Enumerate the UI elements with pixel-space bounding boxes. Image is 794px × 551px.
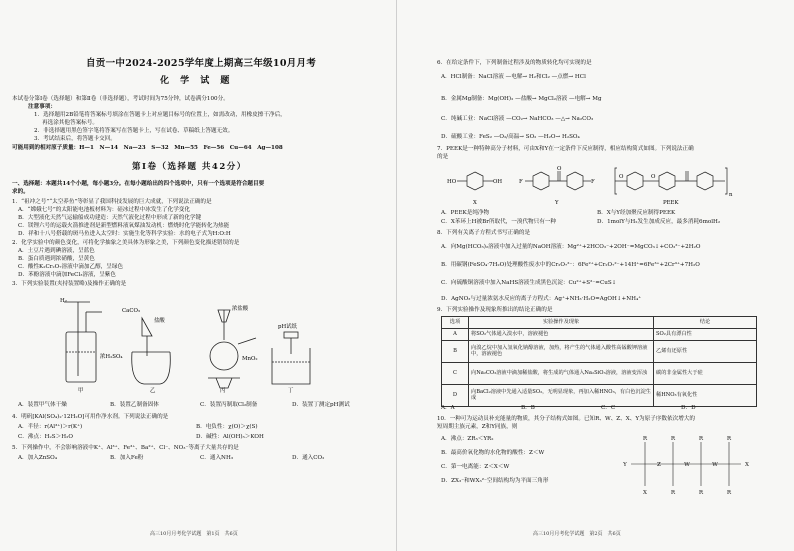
q4-option-a: A．半径：r(Al³⁺)＞r(K⁺) [18, 424, 83, 430]
svg-text:HO: HO [447, 179, 457, 185]
exam-subtitle: 化 学 试 题 [160, 76, 234, 86]
q1-option-a: A．“嫦娥七号”的太阳能电池板材料为：硅冰过程中冰发生了化学变化 [18, 207, 190, 213]
q2-stem: 2．化学实验中的颜色变化，可将化学抽象之美具体为形象之美，下列颜色变化描述错误的是 [12, 240, 240, 246]
q2-option-b: B．蛋白质遇到浓硝酸，呈黄色 [18, 256, 95, 262]
table-cell: A [442, 329, 469, 341]
table-header: 实验操作及现象 [469, 317, 654, 329]
q4-option-b: B．电负性：χ(O)＞χ(S) [196, 424, 258, 430]
q5-option-b: B．加入Fe粉 [110, 455, 144, 461]
struct-atom: X [643, 490, 647, 496]
structure-peek [615, 168, 727, 194]
q10-option-c: C．第一电离能：Z＜X＜W [441, 464, 510, 470]
svg-text:OH: OH [493, 179, 503, 185]
svg-text:F: F [519, 179, 523, 185]
q4-option-d: D．碱性：Al(OH)₃＞KOH [196, 434, 264, 440]
q5-stem: 5．下列操作中，不会影响溶液中K⁺、Al³⁺、Fe³⁺、Ba²⁺、Cl⁻、NO₃⁻等离子大量共存的是 [12, 445, 239, 451]
struct-atom: Y [623, 462, 627, 468]
q8-option-b: B．用碳钢(FeSO₄·7H₂O)处理酸性废水中的Cr₂O₇²⁻：6Fe²⁺+Cr₂O₇²⁻+14H⁺=6Fe³⁺+2Cr³⁺+7H₂O [441, 262, 700, 268]
q9-stem: 9．下列实验操作及现象所推出的结论正确的是 [437, 307, 553, 313]
table-cell: 向溴乙烷中加入氢氧化钠醇溶液，加热，将产生的气体通入酸性高锰酸钾溶液中，溶液褪色 [469, 341, 654, 363]
q8-option-a: A．向Mg(HCO₃)₂溶液中加入过量的NaOH溶液：Mg²⁺+2HCO₃⁻+2OH⁻=MgCO₃↓+CO₃²⁻+2H₂O [441, 244, 701, 250]
note-line: 2．非选择题用黑色签字笔将答案写在答题卡上，写在试卷、草稿纸上答题无效。 [34, 128, 234, 134]
q3-option-c: C．装置丙制取Cl₂制备 [200, 402, 258, 408]
q2-option-c: C．酸性K₂Cr₂O₇溶液中滴加乙醇，呈绿色 [18, 264, 124, 270]
q10-structure [611, 430, 761, 498]
q7-option-d: D．1molY与H₂发生加成反应，最多消耗6molH₂ [597, 219, 721, 225]
svg-text:n: n [729, 192, 733, 198]
q9-option-a: A．A [441, 405, 455, 411]
struct-atom: R [670, 436, 676, 442]
struct-atom: R [726, 490, 732, 496]
table-cell: 向BaCl₂溶液中先通入适量SO₂，无明显现象，再加入稀HNO₃，有白色沉淀生成 [469, 385, 654, 407]
apparatus-yi [132, 318, 171, 384]
q8-option-c: C．向硫酸铜溶液中加入NaHS溶液生成黑色沉淀：Cu²⁺+S²⁻=CuS↓ [441, 280, 617, 286]
structure-label: PEEK [663, 200, 679, 206]
table-cell: 乙烯有还原性 [654, 341, 757, 363]
q3-option-d: D．装置丁测定pH测试 [292, 402, 350, 408]
q5-option-c: C．通入NH₃ [200, 455, 234, 461]
q10-option-d: D．ZX₃⁻和WX₃²⁻空间结构均为平面三角形 [441, 478, 549, 484]
q10-stem: 10．一种可为运动员补充能量的物质，其分子结构式如图。已知R、W、Z、X、Y为原子序数依次增大的 [437, 416, 695, 422]
structure-label: Y [555, 200, 559, 206]
fig-label: CaCO₃ [122, 308, 141, 314]
structure-y [525, 171, 591, 190]
q9-option-c: C．C [601, 405, 616, 411]
svg-text:O: O [619, 174, 624, 180]
exam-intro: 本试卷分第Ⅰ卷（选择题）和第Ⅱ卷（非选择题），考试时间为75分钟，试卷满分100分。 [12, 96, 229, 102]
struct-atom: R [670, 490, 676, 496]
table-cell: 碳的非金属性大于硅 [654, 363, 757, 385]
notes-heading: 注意事项： [28, 104, 56, 110]
q2-option-d: D．苯酚溶液中滴加FeCl₃溶液，呈紫色 [18, 272, 116, 278]
table-cell: SO₂具有漂白性 [654, 329, 757, 341]
q10-option-b: B．最高价氧化物的水化物的酸性：Z＜W [441, 450, 545, 456]
q7-structures [445, 162, 745, 208]
q3-option-b: B．装置乙制备固体 [110, 402, 159, 408]
q6-option-d: D．硫酸工业：FeS₂ —O₂/高温→ SO₂ —H₂O→ H₂SO₄ [441, 134, 580, 140]
q7-option-a: A．PEEK是纯净物 [441, 210, 490, 216]
q1-option-b: B．大型液化天然气运输船成功建造：天然气液化过程中形成了新的化学键 [18, 215, 202, 221]
right-page [397, 0, 794, 551]
q3-option-a: A．装置甲气体干燥 [18, 402, 67, 408]
q6-option-a: A．HCl制备：NaCl溶液 —电解→ H₂和Cl₂ —点燃→ HCl [441, 74, 586, 80]
structure-x [457, 172, 493, 190]
table-row [442, 329, 757, 341]
table-cell: 向Na₂CO₃溶液中滴加稀盐酸，将生成的气体通入Na₂SiO₃溶液，溶液变浑浊 [469, 363, 654, 385]
q1-option-d: D．祥和十八号搭载的斑马鱼进入太空时：实施生化等科学实验：水的电子式为H:O:H [18, 231, 231, 237]
svg-text:O: O [651, 174, 656, 180]
apparatus-bing [208, 310, 256, 388]
fig-caption: 甲 [78, 388, 84, 394]
q6-option-b: B．金属Mg制备：Mg(OH)₂ —盐酸→ MgCl₂溶液 —电解→ Mg [441, 96, 602, 102]
exam-title: 自贡一中2024-2025学年度上期高三年级10月月考 [86, 58, 317, 69]
fig-label: 浓盐酸 [232, 306, 249, 312]
q7-option-c: C．X苯环上H被Br所取代，一溴代物只有一种 [441, 219, 557, 225]
q4-option-c: C．沸点：H₂S＞H₂O [18, 434, 73, 440]
section-instructions: 一、选择题：本题共14个小题，每小题3分。在每小题给出的四个选项中，只有一个选项是符合题目要 [12, 181, 265, 187]
fig-caption: 丁 [288, 388, 294, 394]
struct-atom: R [642, 436, 648, 442]
svg-text:F: F [591, 179, 595, 185]
q3-apparatus-figure [20, 292, 320, 394]
section-heading: 第Ⅰ卷（选择题 共42分） [132, 162, 247, 172]
q8-option-d: D．AgNO₃与过量浓氨水反应的离子方程式：Ag⁺+NH₃·H₂O=AgOH↓+NH₄⁺ [441, 296, 642, 302]
note-line: 1．选择题用2B铅笔将答案标号填涂在答题卡上对应题目标号的位置上，如需改动，用橡皮擦干净后， [34, 112, 286, 118]
struct-atom: W [684, 462, 690, 468]
q5-option-a: A．加入ZnSO₄ [18, 455, 57, 461]
q7-stem: 的是 [437, 154, 449, 160]
fig-label: H₂ [60, 298, 67, 304]
table-header: 结论 [654, 317, 757, 329]
table-cell: B [442, 341, 469, 363]
struct-atom: R [698, 490, 704, 496]
fig-caption: 乙 [150, 388, 156, 394]
q8-stem: 8．下列有关离子方程式书写正确的是 [437, 230, 531, 236]
note-line: 3．考试结束后，将答题卡交回。 [34, 136, 116, 142]
footer-page-2: 高三10月月考化学试题 第2页 共6页 [533, 531, 621, 537]
q10-option-a: A．沸点：ZR₃＜YR₂ [441, 436, 494, 442]
q9-option-d: D．D [681, 405, 696, 411]
footer-page-1: 高三10月月考化学试题 第1页 共6页 [150, 531, 238, 537]
atomic-masses: 可能用到的相对原子质量：H—1 N—14 Na—23 S—32 Mn—55 Fe—56 Cu—64 Ag—108 [12, 145, 283, 151]
fig-label: MnO₂ [242, 356, 258, 362]
q1-stem: 1．“祖冲之号”“太空养鱼”等彰显了我国科技发展的巨大成就，下列说法正确的是 [12, 199, 212, 205]
q7-option-b: B．X与Y经加聚反应制得PEEK [597, 210, 676, 216]
svg-text:O: O [557, 166, 562, 172]
table-header-row [442, 317, 757, 329]
struct-atom: X [745, 462, 749, 468]
table-row [442, 363, 757, 385]
q5-option-d: D．通入CO₂ [292, 455, 325, 461]
fig-label: 盐酸 [154, 318, 165, 324]
note-line: 再选涂其他答案标号。 [42, 120, 98, 126]
apparatus-jia [64, 302, 102, 382]
structure-label: X [473, 200, 477, 206]
table-header: 选项 [442, 317, 469, 329]
apparatus-ding [272, 332, 310, 384]
table-cell: C [442, 363, 469, 385]
fig-label: 浓H₂SO₄ [100, 354, 123, 360]
q1-option-c: C．镁锂六号的运载火箭推进剂是新型燃料液氧煤油发动机：燃烧时化学能转化为热能 [18, 223, 230, 229]
table-row [442, 385, 757, 407]
struct-atom: R [726, 436, 732, 442]
table-cell: 稀HNO₃有氧化性 [654, 385, 757, 407]
fig-label: pH试纸 [278, 324, 297, 330]
q10-stem: 短周期主族元素，Z和Y同族，则 [437, 424, 518, 430]
struct-atom: R [698, 436, 704, 442]
table-row [442, 341, 757, 363]
q2-option-a: A．土豆片遇到碘溶液，呈蓝色 [18, 248, 95, 254]
fig-caption: 丙 [220, 388, 226, 394]
q3-stem: 3．下列实验装置(夹持装置略)及操作正确的是 [12, 281, 127, 287]
q7-stem: 7．PEEK是一种特种高分子材料，可由X和Y在一定条件下反应制得，相应结构简式如图。下列说法正确 [437, 146, 694, 152]
q4-stem: 4．明矾[KAl(SO₄)₂·12H₂O]可用作净水剂。下列说法正确的是 [12, 414, 169, 420]
q6-stem: 6．在给定条件下，下列制备过程涉及的物质转化均可实现的是 [437, 60, 592, 66]
section-instructions: 求的。 [12, 189, 29, 195]
table-cell: 将SO₂气体通入溴水中，溶液褪色 [469, 329, 654, 341]
struct-atom: Z [657, 462, 661, 468]
q6-option-c: C．纯碱工业：NaCl溶液 —CO₂→ NaHCO₃ —△→ Na₂CO₃ [441, 116, 594, 122]
struct-atom: W [712, 462, 718, 468]
table-cell: D [442, 385, 469, 407]
q9-table [441, 316, 757, 407]
q9-option-b: B．B [521, 405, 535, 411]
